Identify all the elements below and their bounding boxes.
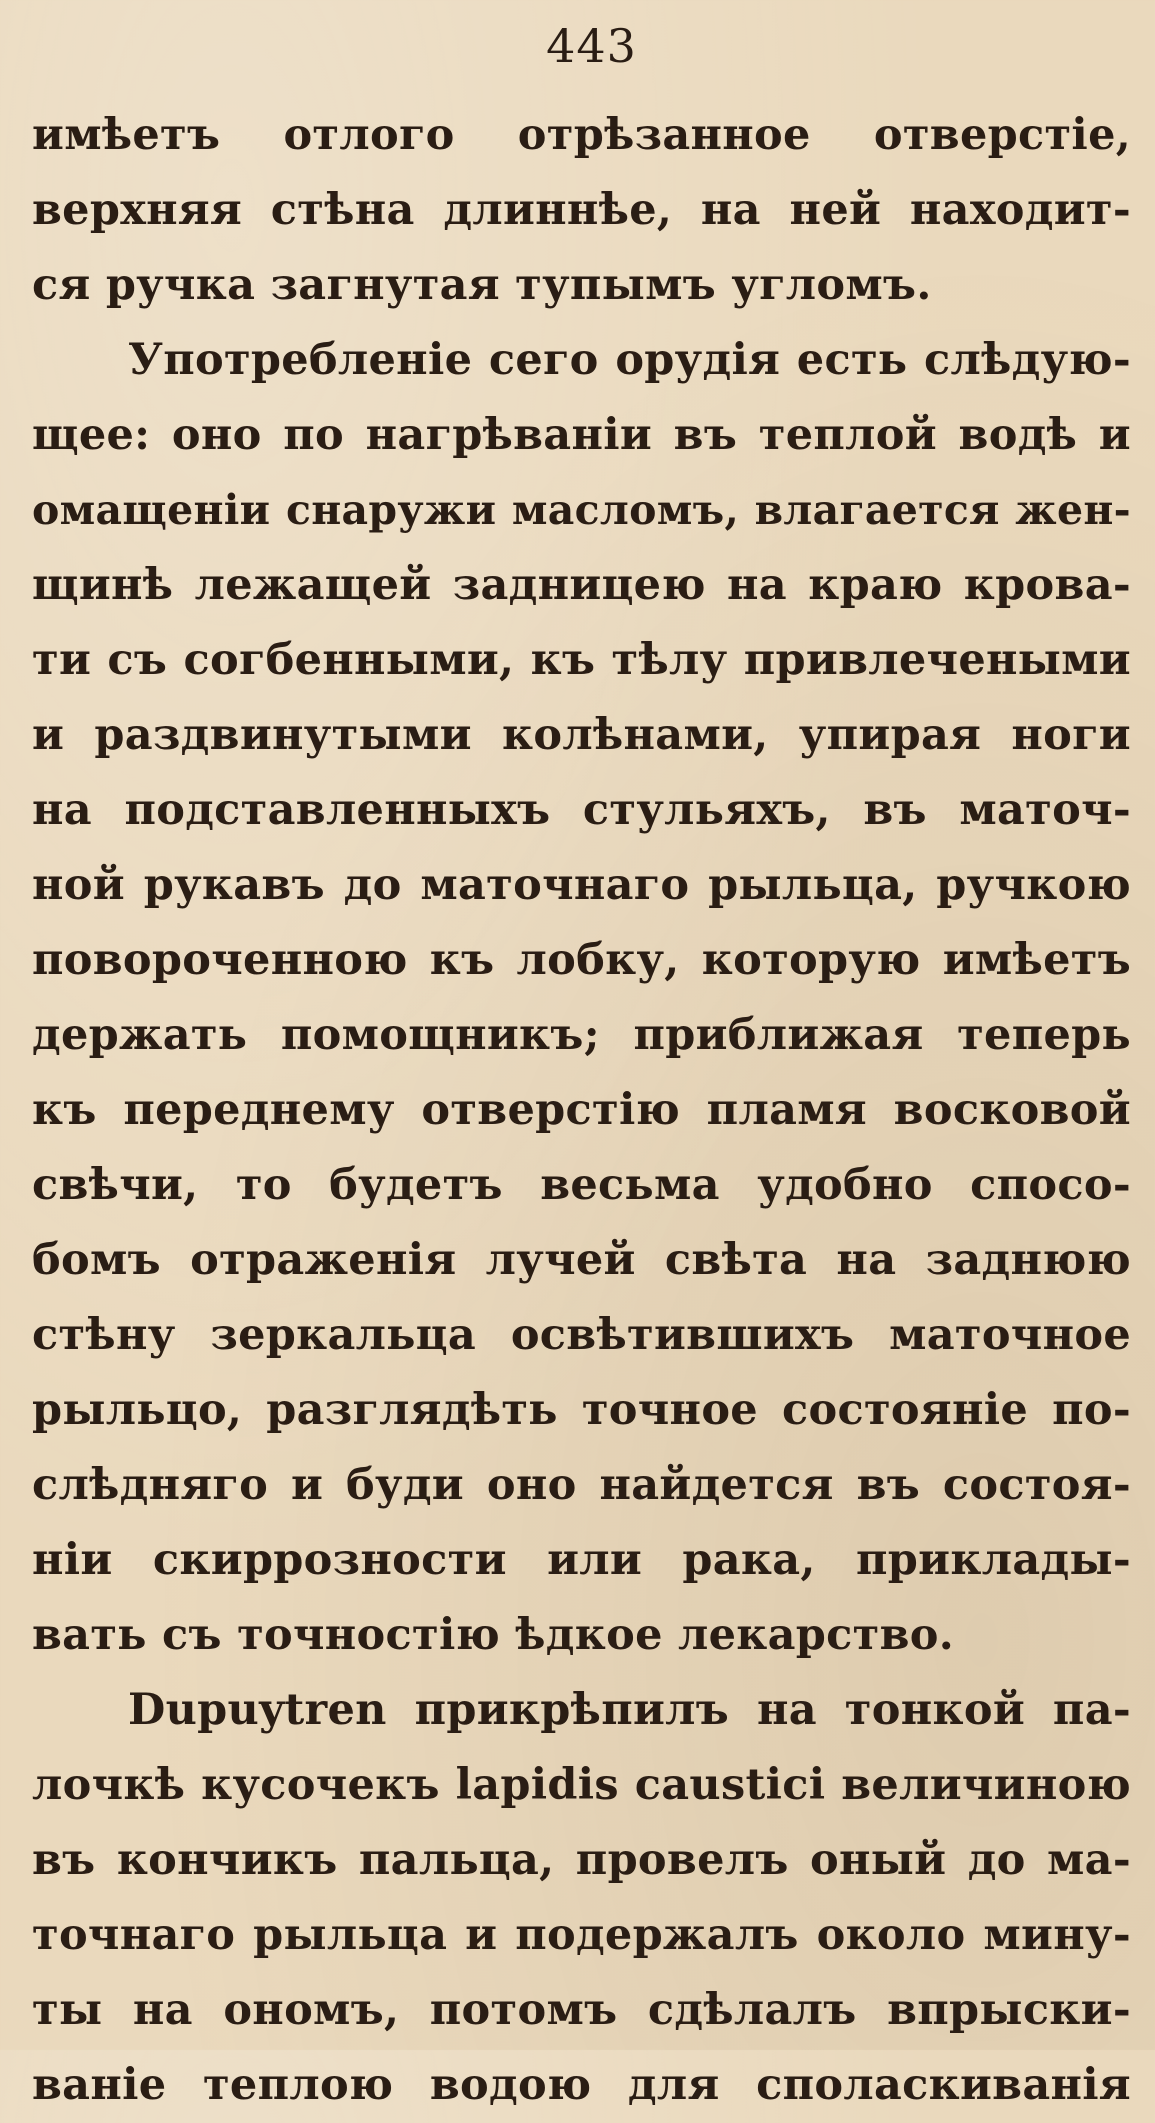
text-line: къ переднему отверстію пламя восковой — [32, 1085, 1131, 1135]
text-line: щинѣ лежащей задницею на краю крова- — [32, 560, 1131, 610]
text-line: бомъ отраженія лучей свѣта на заднюю — [32, 1235, 1131, 1285]
text-line: держать помощникъ; приближая теперь — [32, 1010, 1131, 1060]
text-line: свѣчи, то будетъ весьма удобно спосо- — [32, 1160, 1131, 1210]
text-line: слѣдняго и буди оно найдется въ состоя- — [32, 1460, 1131, 1510]
text-line: ти съ согбенными, къ тѣлу привлечеными — [32, 635, 1131, 685]
page-number: 443 — [546, 19, 637, 73]
paragraph-3 — [32, 1673, 1131, 2123]
text-line: лочкѣ кусочекъ lapidis caustici величиною — [32, 1760, 1131, 1810]
text-line: омащеніи снаружи масломъ, влагается жен- — [32, 486, 1131, 534]
text-line: верхняя стѣна длиннѣе, на ней находит- — [32, 185, 1131, 235]
text-line: ніи скиррозности или рака, приклады- — [32, 1535, 1131, 1585]
text-line: ся ручка загнутая тупымъ угломъ. — [32, 260, 932, 310]
text-line: въ кончикъ пальца, провелъ оный до ма- — [32, 1835, 1131, 1885]
text-line: и раздвинутыми колѣнами, упирая ноги — [32, 710, 1131, 760]
text-line: точнаго рыльца и подержалъ около мину- — [32, 1910, 1131, 1960]
text-line: ваніе теплою водою для споласкиванія — [32, 2060, 1131, 2110]
text-line: на подставленныхъ стульяхъ, въ маточ- — [32, 785, 1131, 835]
text-line: Dupuytren прикрѣпилъ на тонкой па- — [128, 1685, 1131, 1735]
paragraph-1 — [32, 98, 1131, 323]
text-line: вать съ точностію ѣдкое лекарство. — [32, 1610, 955, 1660]
text-line: стѣну зеркальца освѣтившихъ маточное — [32, 1310, 1131, 1360]
text-line: повороченною къ лобку, которую имѣетъ — [32, 935, 1131, 985]
text-line: ты на ономъ, потомъ сдѣлалъ впрыски- — [32, 1985, 1131, 2035]
text-line: Употребленіе сего орудія есть слѣдую- — [128, 335, 1131, 385]
text-line: рыльцо, разглядѣть точное состояніе по- — [32, 1385, 1131, 1435]
text-line: щее: оно по нагрѣваніи въ теплой водѣ и — [32, 410, 1131, 460]
text-line: ной рукавъ до маточнаго рыльца, ручкою — [32, 860, 1131, 910]
text-line: имѣетъ отлого отрѣзанное отверстіе, — [32, 110, 1131, 160]
page-text — [32, 98, 1131, 2123]
paragraph-2 — [32, 323, 1131, 1673]
